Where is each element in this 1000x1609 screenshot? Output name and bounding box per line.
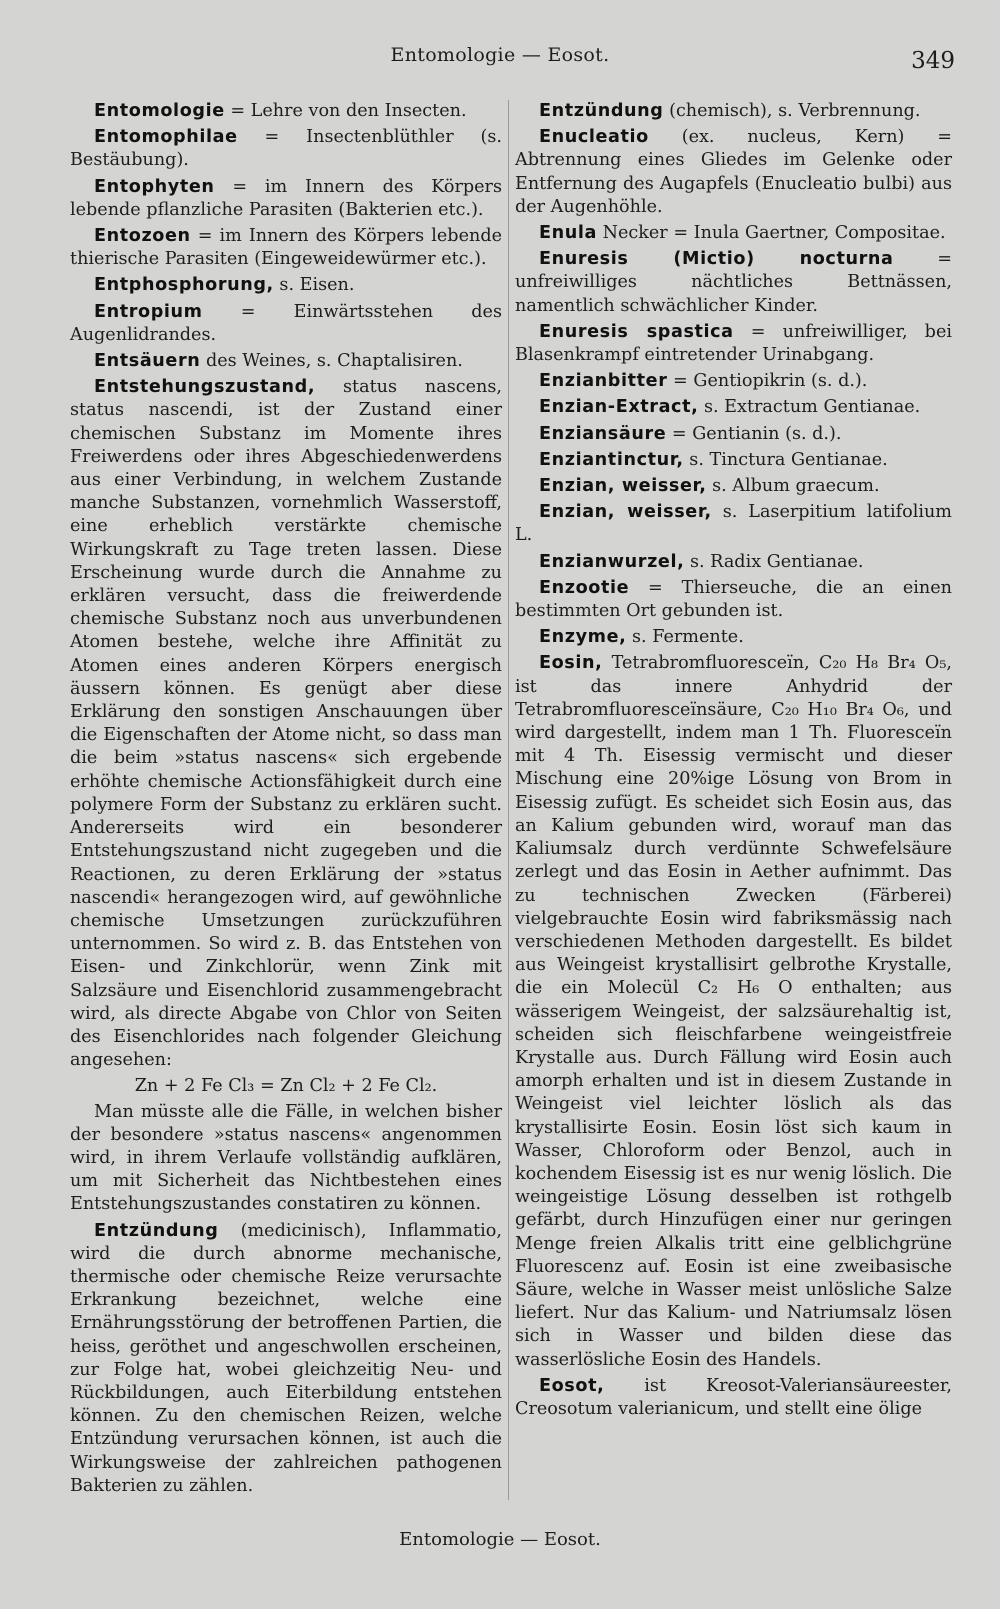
column-divider — [508, 100, 509, 1500]
entry-text: des Weines, s. Chaptalisiren. — [200, 351, 463, 372]
dictionary-entry — [515, 475, 952, 498]
entry-headword: Entomologie — [94, 101, 225, 121]
entry-text: s. Radix Gentianae. — [684, 551, 864, 572]
entry-headword: Entzündung — [94, 1220, 219, 1241]
entry-headword: Entzündung — [539, 101, 664, 121]
dictionary-entry — [515, 248, 952, 318]
entry-text: = Thierseuche, die an einen bestimmten Ort gebunden ist. — [515, 577, 952, 622]
page-number: 349 — [911, 48, 955, 74]
entry-headword: Enzian, weisser, — [539, 476, 707, 497]
dictionary-entry — [515, 321, 952, 367]
entry-headword: Enuresis spastica — [539, 321, 734, 342]
entry-headword: Entophyten — [94, 176, 215, 197]
dictionary-entry — [515, 652, 952, 1371]
entry-text: = Einwärtsstehen des Augenlidrandes. — [70, 301, 502, 345]
running-head: Entomologie — Eosot. — [390, 44, 610, 66]
entry-text: status nascens, status nascendi, ist der Zustand einer chemischen Substanz im Momente ihres Freiwerdens oder ihres Abgeschiedenwerdens aus einer Verbindung, in welchem Zustande manche Substanzen, vornehmlich Wasserstoff, eine erheblich verstärkte chemische Wirkungskraft zu Tage treten lassen. Diese Erscheinung wurde durch die Annahme zu erklären versucht, dass die freiwerdende chemische Substanz noch aus unverbundenen Atomen bestehe, welche ihre Affinität zu Atomen eines anderen Körpers energisch äussern können. Es genügt aber diese Erklärung den sonstigen Anschauungen über die Eigenschaften der Atome nicht, so dass man die beim »status nascens« sich ergebende erhöhte chemische Actionsfähigkeit durch eine polymere Form der Substanz zu erklären sucht. Andererseits wird ein besonderer Entstehungszustand nicht zugegeben und die Reactionen, zu deren Erklärung der »status nascendi« herangezogen wird, auf gewöhnliche chemische Umsetzungen zurückzuführen unternommen. So wird z. B. das Entstehen von Eisen- und Zinkchlorür, wenn Zink mit Salzsäure und Eisenchlorid zusammengebracht wird, als directe Abgabe von Chlor von Seiten des Eisenchlorides nach folgender Gleichung angesehen: — [70, 377, 502, 1071]
dictionary-entry — [70, 274, 502, 297]
entry-headword: Enzian-Extract, — [539, 397, 699, 418]
entry-text: = unfreiwilliger, bei Blasenkrampf eintretender Urinabgang. — [515, 321, 952, 366]
entry-headword: Enzian, weisser, — [539, 502, 712, 523]
dictionary-entry — [515, 551, 952, 574]
entry-text: s. Laserpitium latifolium L. — [515, 502, 952, 546]
entry-text: (chemisch), s. Verbrennung. — [663, 101, 921, 121]
entry-text: (ex. nucleus, Kern) = Abtrennung eines Gliedes im Gelenke oder Entfernung des Augapfels (Enucleatio bulbi) aus der Augenhöhle. — [515, 127, 952, 217]
dictionary-entry — [70, 176, 502, 222]
entry-headword: Enuresis (Mictio) nocturna — [539, 249, 894, 270]
dictionary-entry — [515, 100, 952, 123]
dictionary-entry — [70, 1220, 502, 1498]
right-column — [515, 100, 952, 1424]
dictionary-entry — [515, 126, 952, 219]
dictionary-entry — [515, 1375, 952, 1421]
left-column — [70, 100, 502, 1501]
dictionary-entry — [515, 501, 952, 547]
dictionary-entry — [70, 100, 502, 123]
entry-text: = Lehre von den Insecten. — [224, 101, 467, 121]
entry-headword: Entozoen — [94, 226, 191, 247]
dictionary-entry — [70, 225, 502, 271]
entry-text: s. Tinctura Gentianae. — [683, 449, 888, 470]
dictionary-entry — [70, 350, 502, 373]
entry-headword: Entomophilae — [94, 127, 238, 148]
entry-headword: Entsäuern — [94, 351, 201, 372]
dictionary-entry — [70, 376, 502, 1072]
entry-headword: Enzootie — [539, 577, 630, 598]
entry-text: = im Innern des Körpers lebende pflanzliche Parasiten (Bakterien etc.). — [70, 176, 502, 220]
entry-text: = Gentianin (s. d.). — [666, 423, 842, 444]
entry-text: = unfreiwilliges nächtliches Bettnässen, namentlich schwächlicher Kinder. — [515, 249, 952, 316]
entry-headword: Enucleatio — [539, 127, 649, 148]
entry-text: s. Album graecum. — [706, 476, 880, 497]
entry-headword: Enziantinctur, — [539, 449, 684, 470]
dictionary-entry — [515, 222, 952, 245]
entry-text: Tetrabromfluoresceïn, C₂₀ H₈ Br₄ O₅, ist das innere Anhydrid der Tetrabromfluoresceïnsäure, C₂₀ H₁₀ Br₄ O₆, und wird dargestellt, indem man 1 Th. Fluoresceïn mit 4 Th. Eisessig vermischt und dieser Mischung eine 20%ige Lösung von Brom in Eisessig zufügt. Es scheidet sich Eosin aus, das an Kalium gebunden wird, worauf man das Kaliumsalz durch verdünnte Schwefelsäure zerlegt und das Eosin in Aether aufnimmt. Das zu technischen Zwecken (Färberei) vielgebrauchte Eosin wird fabriksmässig nach verschiedenen Methoden dargestellt. Es bildet aus Weingeist krystallisirt gelbrothe Krystalle, die ein Molecül C₂ H₆ O enthalten; aus wässerigem Weingeist, der salzsäurehaltig ist, scheiden sich fleischfarbene weingeistfreie Krystalle aus. Durch Fällung wird Eosin auch amorph erhalten und ist in diesem Zustande in Weingeist viel leichter löslich als das krystallisirte Eosin. Eosin löst sich kaum in Wasser, Chloroform oder Benzol, auch in kochendem Eisessig ist es nur wenig löslich. Die weingeistige Lösung desselben ist rothgelb gefärbt, durch Hinzufügen einer nur geringen Menge freien Alkalis tritt eine gelblichgrüne Fluorescenz auf. Eosin ist eine zweibasische Säure, welche in Wasser meist unlösliche Salze liefert. Nur das Kalium- und Natriumsalz lösen sich in Wasser und bilden diese das wasserlösliche Eosin des Handels. — [515, 653, 952, 1370]
entry-text: Man müsste alle die Fälle, in welchen bisher der besondere »status nascens« angenommen wird, in ihrem Verlaufe vollständig aufklären, um mit Sicherheit das Nichtbestehen eines Entstehungszustandes constatiren zu können. — [70, 1101, 502, 1215]
dictionary-entry — [515, 626, 952, 649]
entry-headword: Enzyme, — [539, 627, 627, 648]
dictionary-entry — [515, 423, 952, 446]
entry-headword: Entropium — [94, 301, 203, 322]
entry-text: s. Eisen. — [273, 275, 355, 296]
entry-text: (medicinisch), Inflammatio, wird die durch abnorme mechanische, thermische oder chemische Reize verursachte Erkrankung bezeichnet, welche eine Ernährungsstörung der betroffenen Partien, die heiss, geröthet und angeschwollen erscheinen, zur Folge hat, wobei gleichzeitig Neu- und Rückbildungen, auch Eiterbildung entstehen können. Zu den chemischen Reizen, welche Entzündung verursachen können, ist auch die Wirkungsweise der zahlreichen pathogenen Bakterien zu zählen. — [70, 1220, 502, 1496]
entry-text: Necker = Inula Gaertner, Compositae. — [596, 223, 946, 244]
entry-headword: Enula — [539, 223, 597, 244]
dictionary-entry — [70, 301, 502, 347]
entry-text: = im Innern des Körpers lebende thierische Parasiten (Eingeweidewürmer etc.). — [70, 226, 502, 270]
entry-headword: Eosin, — [539, 653, 603, 674]
entry-headword: Entphosphorung, — [94, 275, 274, 296]
page-footer: Entomologie — Eosot. — [399, 1529, 601, 1550]
entry-headword: Enzianbitter — [539, 371, 668, 392]
entry-headword: Eosot, — [539, 1375, 605, 1396]
entry-continuation — [70, 1101, 502, 1217]
dictionary-entry — [515, 449, 952, 472]
dictionary-entry — [515, 370, 952, 393]
chemical-equation: Zn + 2 Fe Cl₃ = Zn Cl₂ + 2 Fe Cl₂. — [134, 1076, 438, 1097]
entry-text: s. Fermente. — [626, 627, 744, 648]
dictionary-entry — [515, 396, 952, 419]
entry-text: = Gentiopikrin (s. d.). — [667, 371, 868, 392]
entry-headword: Enzianwurzel, — [539, 551, 685, 572]
entry-text: = Insectenblüthler (s. Bestäubung). — [70, 127, 502, 171]
entry-headword: Enziansäure — [539, 423, 667, 444]
dictionary-entry — [70, 126, 502, 172]
entry-headword: Entstehungszustand, — [94, 377, 316, 398]
entry-text: ist Kreosot-Valeriansäureester, Creosotum valerianicum, und stellt eine ölige — [515, 1375, 952, 1419]
entry-text: s. Extractum Gentianae. — [698, 397, 921, 418]
dictionary-entry — [515, 577, 952, 623]
